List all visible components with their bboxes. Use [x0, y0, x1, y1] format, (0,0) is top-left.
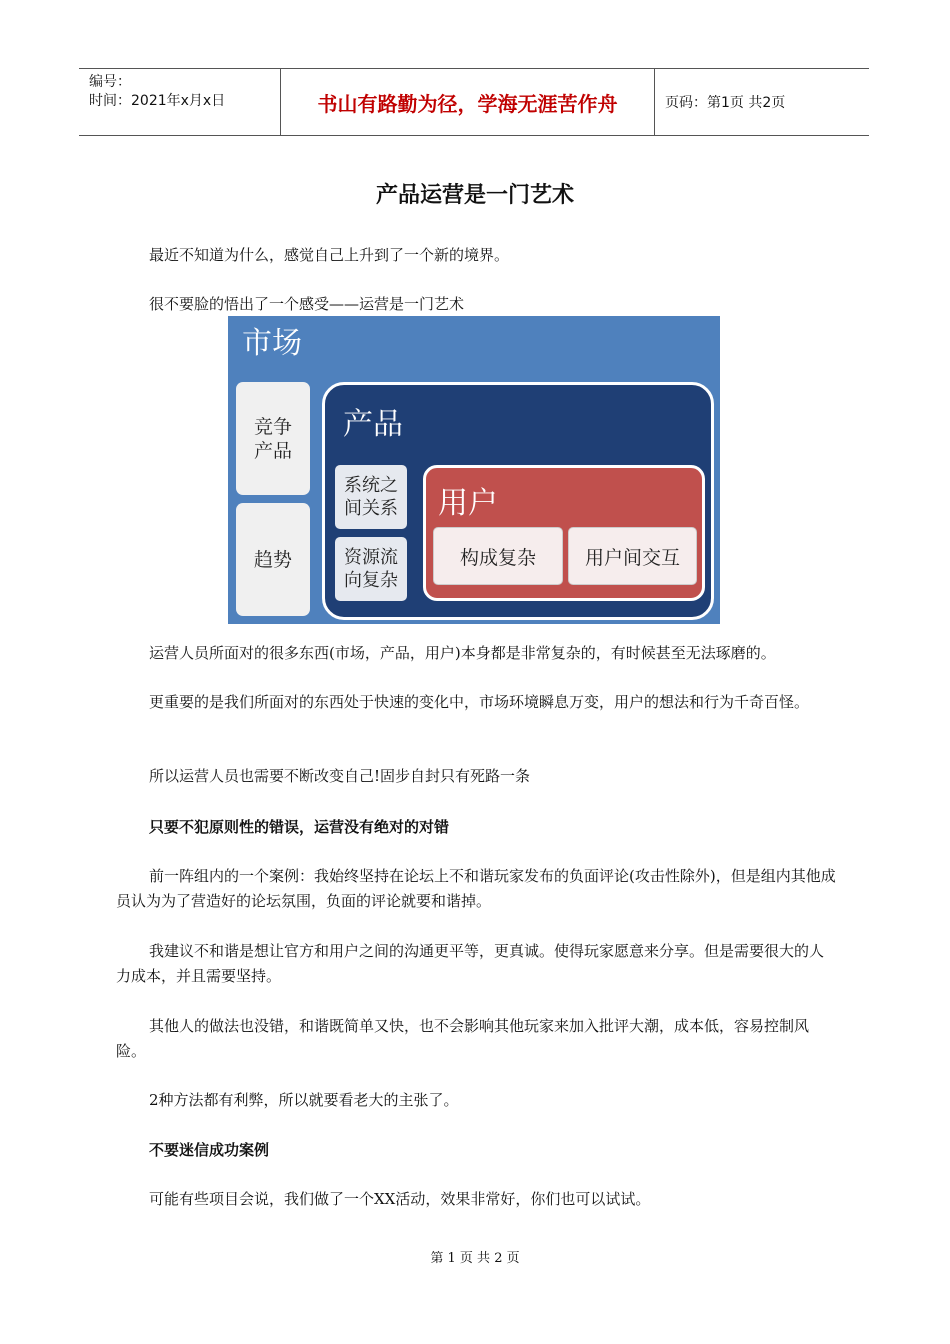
diagram-complex-composition-box: 构成复杂: [433, 527, 563, 585]
market-diagram: [228, 316, 720, 624]
page-footer: 第 1 页 共 2 页: [430, 1251, 520, 1266]
document-title: 产品运营是一门艺术: [375, 183, 574, 208]
paragraph: 其他人的做法也没错，和谐既简单又快，也不会影响其他玩家来加入批评大潮，成本低，容易控制风险。: [116, 1017, 810, 1060]
diagram-competitor-box: 竞争 产品: [236, 382, 310, 495]
paragraph: 前一阵组内的一个案例：我始终坚持在论坛上不和谐玩家发布的负面评论(攻击性除外)，但是组内其他成员认为为了营造好的论坛氛围，负面的评论就要和谐掉。: [116, 867, 836, 910]
diagram-resource-flow-box: 资源流 向复杂: [335, 537, 407, 601]
header-meta: [79, 69, 281, 135]
paragraph: 运营人员所面对的很多东西(市场，产品，用户)本身都是非常复杂的，有时候甚至无法琢磨的。: [149, 644, 776, 662]
document-header: [79, 68, 869, 136]
header-page-info: 页码：第1页 共2页: [665, 95, 786, 111]
paragraph: 所以运营人员也需要不断改变自己!固步自封只有死路一条: [149, 767, 531, 785]
header-motto: 书山有路勤为径，学海无涯苦作舟: [281, 69, 655, 135]
diagram-user-box: [423, 465, 705, 601]
diagram-trend-box: 趋势: [236, 503, 310, 616]
time-label: 时间：2021年x月x日: [89, 93, 226, 109]
number-label: 编号：: [89, 74, 131, 90]
paragraph: 我建议不和谐是想让官方和用户之间的沟通更平等，更真诚。使得玩家愿意来分享。但是需要很大的人力成本，并且需要坚持。: [116, 942, 825, 985]
paragraph: 更重要的是我们所面对的东西处于快速的变化中，市场环境瞬息万变，用户的想法和行为千奇百怪。: [149, 693, 810, 711]
section-heading: 只要不犯原则性的错误，运营没有绝对的对错: [149, 818, 450, 836]
paragraph: 可能有些项目会说，我们做了一个XX活动，效果非常好，你们也可以试试。: [149, 1190, 651, 1208]
diagram-user-interaction-box: 用户间交互: [568, 527, 697, 585]
diagram-system-relation-box: 系统之 间关系: [335, 465, 407, 529]
paragraph: 最近不知道为什么，感觉自己上升到了一个新的境界。: [149, 246, 510, 264]
paragraph: 很不要脸的悟出了一个感受——运营是一门艺术: [149, 295, 465, 313]
diagram-market-label: 市场: [242, 326, 302, 361]
diagram-product-box: [322, 382, 714, 620]
diagram-user-label: 用户: [438, 486, 498, 521]
paragraph: 2种方法都有利弊，所以就要看老大的主张了。: [149, 1091, 459, 1109]
diagram-product-label: 产品: [343, 407, 403, 442]
section-heading: 不要迷信成功案例: [149, 1141, 270, 1159]
